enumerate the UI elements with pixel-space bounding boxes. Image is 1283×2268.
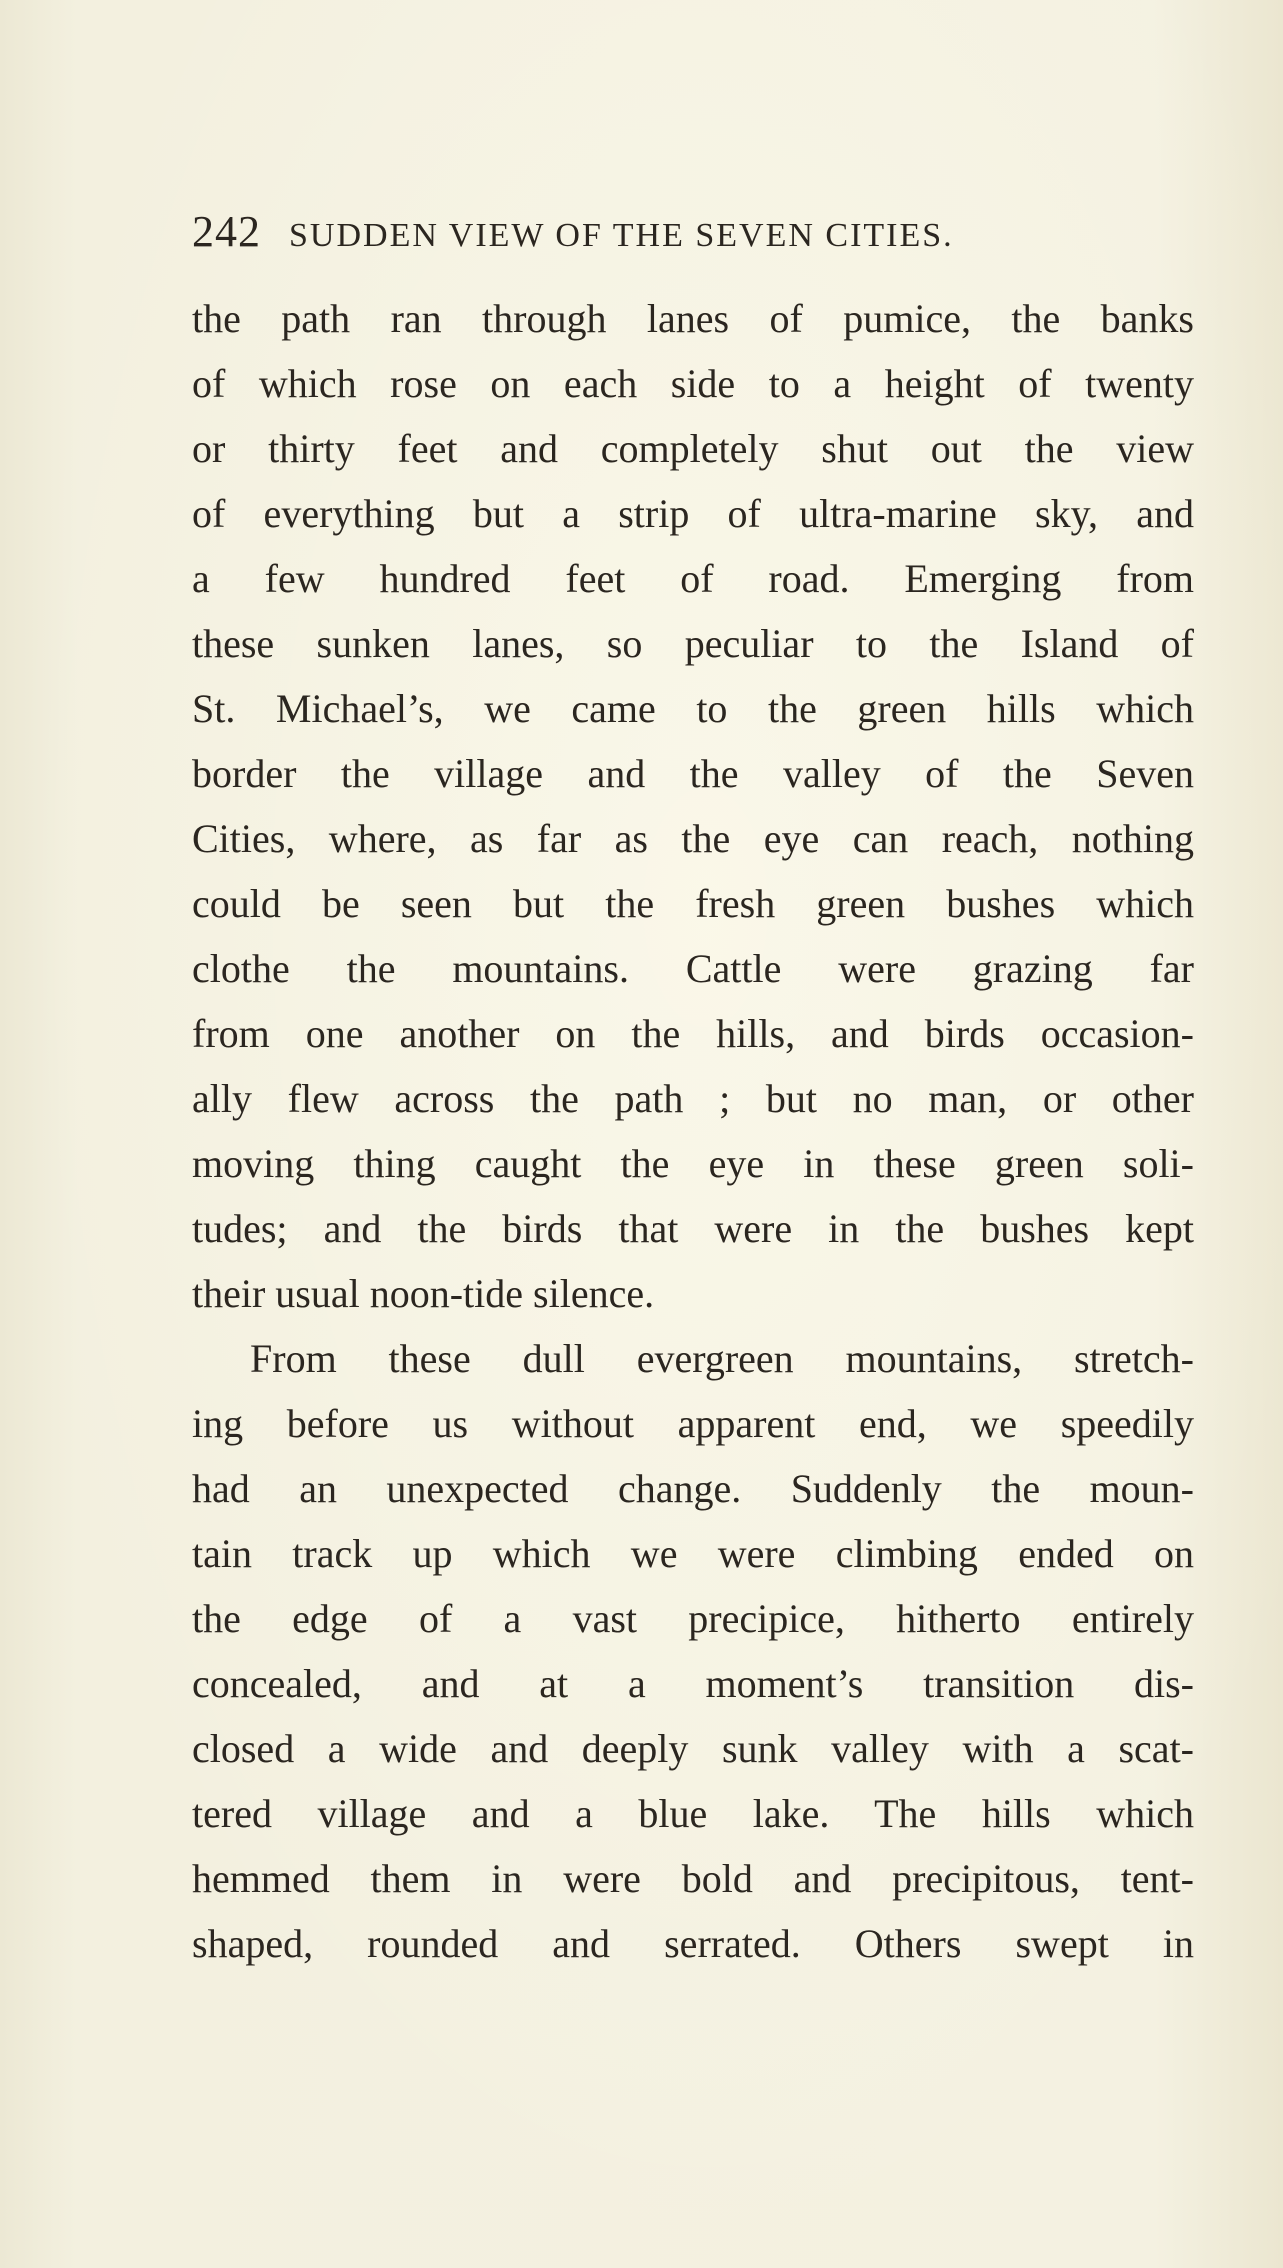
paragraph-start-line: From these dull evergreen mountains, stretch- — [250, 1336, 1194, 1381]
text-line: tered village and a blue lake. The hills which — [192, 1791, 1194, 1836]
text-line: hemmed them in were bold and precipitous, tent- — [192, 1856, 1194, 1901]
text-line: these sunken lanes, so peculiar to the Island of — [192, 621, 1194, 666]
running-title: SUDDEN VIEW OF THE SEVEN CITIES. — [289, 217, 954, 254]
text-line: a few hundred feet of road. Emerging from — [192, 556, 1194, 601]
text-line: from one another on the hills, and birds occasion- — [192, 1011, 1194, 1056]
text-line: or thirty feet and completely shut out the view — [192, 426, 1194, 471]
text-line: ally flew across the path ; but no man, or other — [192, 1076, 1194, 1121]
text-line: concealed, and at a moment’s transition dis- — [192, 1661, 1194, 1706]
text-line: of which rose on each side to a height of twenty — [192, 361, 1194, 406]
text-line: tudes; and the birds that were in the bushes kept — [192, 1206, 1194, 1251]
text-line: border the village and the valley of the Seven — [192, 751, 1194, 796]
text-line: could be seen but the fresh green bushes which — [192, 881, 1194, 926]
text-line: closed a wide and deeply sunk valley with a scat- — [192, 1726, 1194, 1771]
text-line: shaped, rounded and serrated. Others swept in — [192, 1921, 1194, 1966]
text-line: St. Michael’s, we came to the green hills which — [192, 686, 1194, 731]
running-head — [192, 206, 1112, 266]
text-line: of everything but a strip of ultra-marine sky, and — [192, 491, 1194, 536]
text-line: the edge of a vast precipice, hitherto entirely — [192, 1596, 1194, 1641]
paragraph-end-line: their usual noon-tide silence. — [192, 1271, 655, 1316]
text-line: had an unexpected change. Suddenly the moun- — [192, 1466, 1194, 1511]
text-line: ing before us without apparent end, we speedily — [192, 1401, 1194, 1446]
text-line: clothe the mountains. Cattle were grazing far — [192, 946, 1194, 991]
page-number: 242 — [192, 207, 261, 256]
text-line: the path ran through lanes of pumice, the banks — [192, 296, 1194, 341]
text-line: moving thing caught the eye in these green soli- — [192, 1141, 1194, 1186]
text-line: Cities, where, as far as the eye can reach, nothing — [192, 816, 1194, 861]
body-text — [192, 286, 1194, 1976]
text-line: tain track up which we were climbing ended on — [192, 1531, 1194, 1576]
